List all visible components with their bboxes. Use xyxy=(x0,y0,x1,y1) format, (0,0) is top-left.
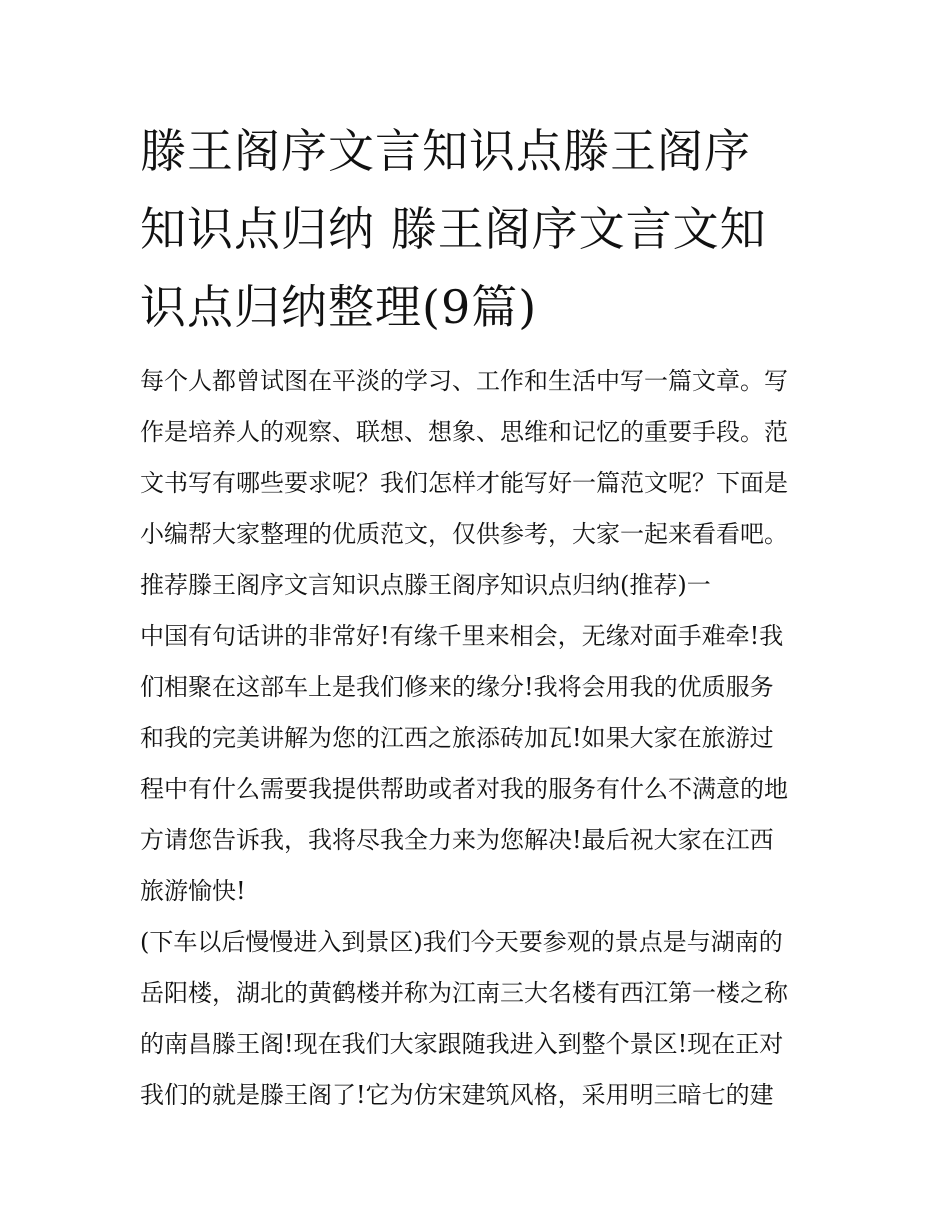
body-line: 方请您告诉我，我将尽我全力来为您解决!最后祝大家在江西 xyxy=(140,826,774,854)
title-line-2: 知识点归纳 滕王阁序文言文知 xyxy=(140,202,767,256)
body-line: (下车以后慢慢进入到景区)我们今天要参观的景点是与湖南的 xyxy=(140,928,783,956)
body-line: 们相聚在这部车上是我们修来的缘分!我将会用我的优质服务 xyxy=(140,673,774,701)
body-line: 我们的就是滕王阁了!它为仿宋建筑风格，采用明三暗七的建 xyxy=(140,1081,774,1109)
body-line: 每个人都曾试图在平淡的学习、工作和生活中写一篇文章。写 xyxy=(140,367,788,395)
section-heading: 推荐滕王阁序文言知识点滕王阁序知识点归纳(推荐)一 xyxy=(140,571,711,599)
title-line-3: 识点归纳整理(9篇) xyxy=(140,280,538,334)
body-line: 岳阳楼，湖北的黄鹤楼并称为江南三大名楼有西江第一楼之称 xyxy=(140,979,788,1007)
body-line: 中国有句话讲的非常好!有缘千里来相会，无缘对面手难牵!我 xyxy=(140,622,784,650)
body-line: 文书写有哪些要求呢？我们怎样才能写好一篇范文呢？下面是 xyxy=(140,469,788,497)
body-line: 小编帮大家整理的优质范文，仅供参考，大家一起来看看吧。 xyxy=(140,520,788,548)
body-line: 程中有什么需要我提供帮助或者对我的服务有什么不满意的地 xyxy=(140,775,788,803)
body-line: 的南昌滕王阁!现在我们大家跟随我进入到整个景区!现在正对 xyxy=(140,1030,784,1058)
body-line: 旅游愉快! xyxy=(140,877,246,905)
document-title xyxy=(140,112,820,346)
body-line: 作是培养人的观察、联想、想象、思维和记忆的重要手段。范 xyxy=(140,418,788,446)
document-body xyxy=(140,356,820,1121)
title-line-1: 滕王阁序文言知识点滕王阁序 xyxy=(140,124,751,178)
body-line: 和我的完美讲解为您的江西之旅添砖加瓦!如果大家在旅游过 xyxy=(140,724,774,752)
